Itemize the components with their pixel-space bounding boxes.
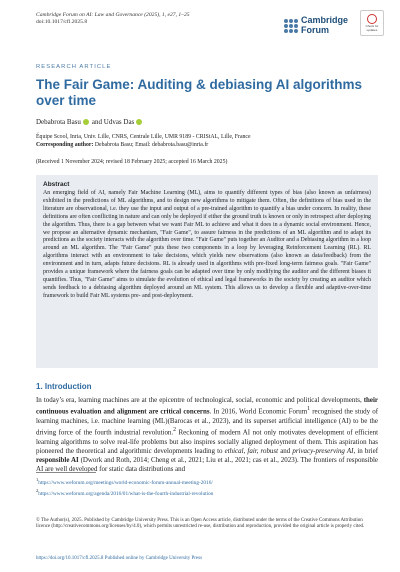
abstract-box xyxy=(36,175,378,368)
logo-text: Cambridge Forum xyxy=(301,15,349,35)
footnote-ref[interactable]: 2 xyxy=(173,427,177,434)
footnote-divider xyxy=(36,472,96,473)
abstract-heading: Abstract xyxy=(43,181,70,188)
cambridge-forum-logo xyxy=(284,16,348,35)
footnote-ref[interactable]: 1 xyxy=(307,406,311,413)
check-for-updates-badge[interactable]: Check for updates xyxy=(360,10,384,36)
introduction-heading: 1. Introduction xyxy=(36,382,92,391)
orcid-icon[interactable] xyxy=(136,119,142,125)
footnote-1[interactable]: $^1$https://www.weforum.org/meetings/world-economic-forum-annual-meeting-2016/ xyxy=(36,477,213,486)
author-name[interactable]: and Udvas Das xyxy=(91,118,135,126)
footer-doi-link[interactable]: https://doi.org/10.1017/cfl.2025.8 Published online by Cambridge University Press xyxy=(36,556,203,561)
journal-citation: Cambridge Forum on AI: Law and Governance (2025), 1, e27, 1–25 xyxy=(36,12,190,18)
article-title: The Fair Game: Auditing & debiasing AI algorithms over time xyxy=(36,77,363,108)
doi[interactable]: doi:10.1017/cfl.2025.8 xyxy=(36,19,88,25)
footnote-2[interactable]: $^2$https://www.weforum.org/agenda/2016/01/what-is-the-fourth-industrial-revolution xyxy=(36,488,214,498)
abstract-text: An emerging field of AI, namely Fair Machine Learning (ML), aims to quantify different types of bias (also known as unfairness) exhibited in the predictions of ML algorithms, and to design new algorithms to mitigate them. Often, the definitions of bias used in the literature are observational, i.e. they use the input and output of a pre-trained algorithm to quantify a bias under concern. In reality, these definitions are often conflicting in nature and can only be deployed if either the ground truth is known or only in retrospect after deploying the algorithm. Thus, there is a gap between what we want Fair ML to achieve and what it does in a dynamic social environment. Hence, we propose an alternative dynamic mechanism, "Fair Game", to assure fairness in the predictions of an ML algorithm and to adapt its predictions as the society interacts with the algorithm over time. "Fair Game" puts together an Auditor and a Debiasing algorithm in a loop around an ML algorithm. The "Fair Game" puts these two components in a loop by leveraging Reinforcement Learning (RL). RL algorithms interact with an environment to take decisions, which yields new observations (also known as data/feedback) from the environment and in turn, adapts future decisions. RL is already used in algorithms with pre-fixed long-term fairness goals. "Fair Game" provides a unique framework where the fairness goals can be adapted over time by only modifying the auditor and the different biases it quantifies. Thus, "Fair Game" aims to simulate the evolution of ethical and legal frameworks in the society by creating an auditor which sends feedback to a debiasing algorithm deployed around an ML system. This allows us to develop a flexible and adaptive-over-time framework to build Fair ML systems pre- and post-deployment. xyxy=(43,190,371,299)
update-icon xyxy=(367,14,377,24)
author-name[interactable]: Debabrota Basu xyxy=(36,118,81,126)
article-type: RESEARCH ARTICLE xyxy=(36,64,112,70)
introduction-text: In today’s era, learning machines are at the epicentre of technological, social, economic and political developments, their continuous evaluation and alignment are critical concerns. In 2016, World Economic Forum$^1$ recognised the study of learning machines, i.e. machine learning (ML)(Barocas et al., 2023), and its superset artificial intelligence (AI) to be the driving force of the fourth industrial revolution.$^2$ Reckoning of modern AI not only motivates development of efficient learning algorithms to solve real-life problems but also inspires socially aligned deployment of them. This aspiration has pioneered the theoretical and algorithmic developments leading to ethical, fair, robust and privacy-preserving AI, in brief responsible AI (Dwork and Roth, 2014; Cheng et al., 2021; Liu et al., 2021; cas et al., 2023). The frontiers of responsible AI are well developed for static data distributions and xyxy=(36,396,379,474)
footnotes xyxy=(36,476,378,499)
affiliation: Équipe Scool, Inria, Univ. Lille, CNRS, Centrale Lille, UMR 9189 - CRIStAL, Lille, France xyxy=(36,134,251,140)
affiliation-block xyxy=(36,133,376,149)
received-dates: (Received 1 November 2024; revised 18 February 2025; accepted 16 March 2025) xyxy=(36,159,228,165)
logo-dots-icon xyxy=(284,19,298,33)
author-list xyxy=(36,118,145,126)
license-statement: © The Author(s), 2025. Published by Cambridge University Press. This is an Open Access article, distributed under the terms of the Creative Commons Attribution licence (http://creativecommons.org/licenses/by/4.0), which permits unrestricted re-use, distribution and reproduction, provided the original article is properly cited. xyxy=(36,518,365,530)
corresponding-author: Corresponding author: Debabrota Basu; Email: debabrota.basu@inria.fr xyxy=(36,142,209,148)
orcid-icon[interactable] xyxy=(83,119,89,125)
